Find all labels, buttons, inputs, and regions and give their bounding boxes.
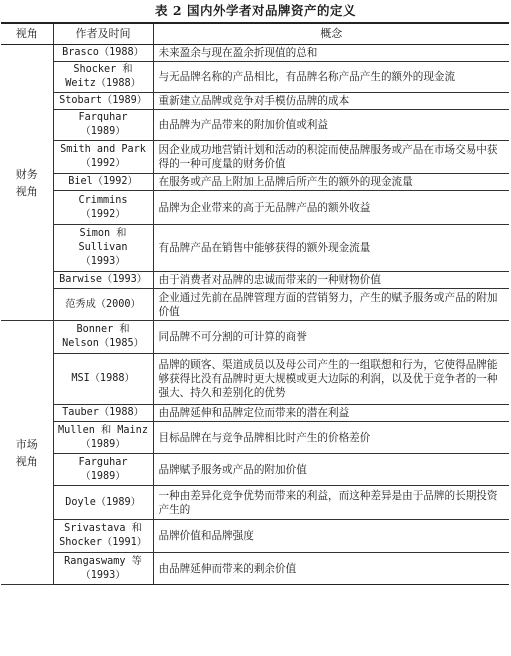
author-year-cell: Bonner 和 Nelson（1985） xyxy=(53,321,153,354)
table-row xyxy=(1,354,509,405)
header-author: 作者及时间 xyxy=(53,23,153,45)
table-row xyxy=(1,174,509,191)
definition-cell: 目标品牌在与竞争品牌相比时产生的价格差价 xyxy=(153,422,509,454)
table-row xyxy=(1,93,509,110)
definition-cell: 品牌的顾客、渠道成员以及母公司产生的一组联想和行为，它使得品牌能够获得比没有品牌时更大规模或更大边际的利润，以及优于竞争者的一种强大、持久和差别化的优势 xyxy=(153,354,509,405)
table-row xyxy=(1,225,509,272)
definition-cell: 企业通过先前在品牌管理方面的营销努力，产生的赋予服务或产品的附加价值 xyxy=(153,289,509,321)
table-row xyxy=(1,454,509,486)
header-view: 视角 xyxy=(1,23,53,45)
definition-cell: 品牌为企业带来的高于无品牌产品的额外收益 xyxy=(153,191,509,225)
header-concept: 概念 xyxy=(153,23,509,45)
author-year-cell: Mullen 和 Mainz （1989） xyxy=(53,422,153,454)
definition-cell: 有品牌产品在销售中能够获得的额外现金流量 xyxy=(153,225,509,272)
author-year-cell: Doyle（1989） xyxy=(53,486,153,520)
table-row xyxy=(1,553,509,585)
author-year-cell: 范秀成（2000） xyxy=(53,289,153,321)
definition-cell: 重新建立品牌或竞争对手模仿品牌的成本 xyxy=(153,93,509,110)
definition-cell: 由于消费者对品牌的忠诚而带来的一种财物价值 xyxy=(153,272,509,289)
definition-cell: 未来盈余与现在盈余折现值的总和 xyxy=(153,45,509,62)
author-year-cell: Shocker 和 Weitz（1988） xyxy=(53,62,153,93)
table-row xyxy=(1,110,509,141)
table-row xyxy=(1,520,509,553)
author-year-cell: MSI（1988） xyxy=(53,354,153,405)
definition-cell: 由品牌延伸而带来的剩余价值 xyxy=(153,553,509,585)
definition-cell: 与无品牌名称的产品相比，有品牌名称产品产生的额外的现金流 xyxy=(153,62,509,93)
table-row xyxy=(1,289,509,321)
definition-cell: 由品牌延伸和品牌定位而带来的潜在利益 xyxy=(153,405,509,422)
table-row xyxy=(1,45,509,62)
author-year-cell: Simon 和 Sullivan （1993） xyxy=(53,225,153,272)
brand-equity-definition-table xyxy=(1,22,509,585)
table-header-row xyxy=(1,23,509,45)
author-year-cell: Brasco（1988） xyxy=(53,45,153,62)
view-category-cell: 财务 视角 xyxy=(1,45,53,321)
author-year-cell: Farquhar （1989） xyxy=(53,110,153,141)
author-year-cell: Barwise（1993） xyxy=(53,272,153,289)
table-row xyxy=(1,141,509,174)
table-row xyxy=(1,422,509,454)
definition-cell: 因企业成功地营销计划和活动的积淀而使品牌服务或产品在市场交易中获得的一种可度量的财务价值 xyxy=(153,141,509,174)
table-row xyxy=(1,272,509,289)
author-year-cell: Farguhar （1989） xyxy=(53,454,153,486)
author-year-cell: Tauber（1988） xyxy=(53,405,153,422)
author-year-cell: Stobart（1989） xyxy=(53,93,153,110)
table-row xyxy=(1,321,509,354)
view-category-cell: 市场 视角 xyxy=(1,321,53,585)
author-year-cell: Biel（1992） xyxy=(53,174,153,191)
table-row xyxy=(1,486,509,520)
definition-cell: 一种由差异化竞争优势而带来的利益，而这种差异是由于品牌的长期投资产生的 xyxy=(153,486,509,520)
definition-cell: 在服务或产品上附加上品牌后所产生的额外的现金流量 xyxy=(153,174,509,191)
table-row xyxy=(1,62,509,93)
table-row xyxy=(1,191,509,225)
definition-cell: 由品牌为产品带来的附加价值或利益 xyxy=(153,110,509,141)
table-body xyxy=(1,45,509,585)
table-row xyxy=(1,405,509,422)
definition-cell: 品牌价值和品牌强度 xyxy=(153,520,509,553)
definition-cell: 同品牌不可分割的可计算的商誉 xyxy=(153,321,509,354)
author-year-cell: Rangaswamy 等 （1993） xyxy=(53,553,153,585)
author-year-cell: Smith and Park （1992） xyxy=(53,141,153,174)
author-year-cell: Srivastava 和 Shocker（1991） xyxy=(53,520,153,553)
author-year-cell: Crimmins （1992） xyxy=(53,191,153,225)
definition-cell: 品牌赋予服务或产品的附加价值 xyxy=(153,454,509,486)
table-caption: 表 2 国内外学者对品牌资产的定义 xyxy=(155,3,356,18)
